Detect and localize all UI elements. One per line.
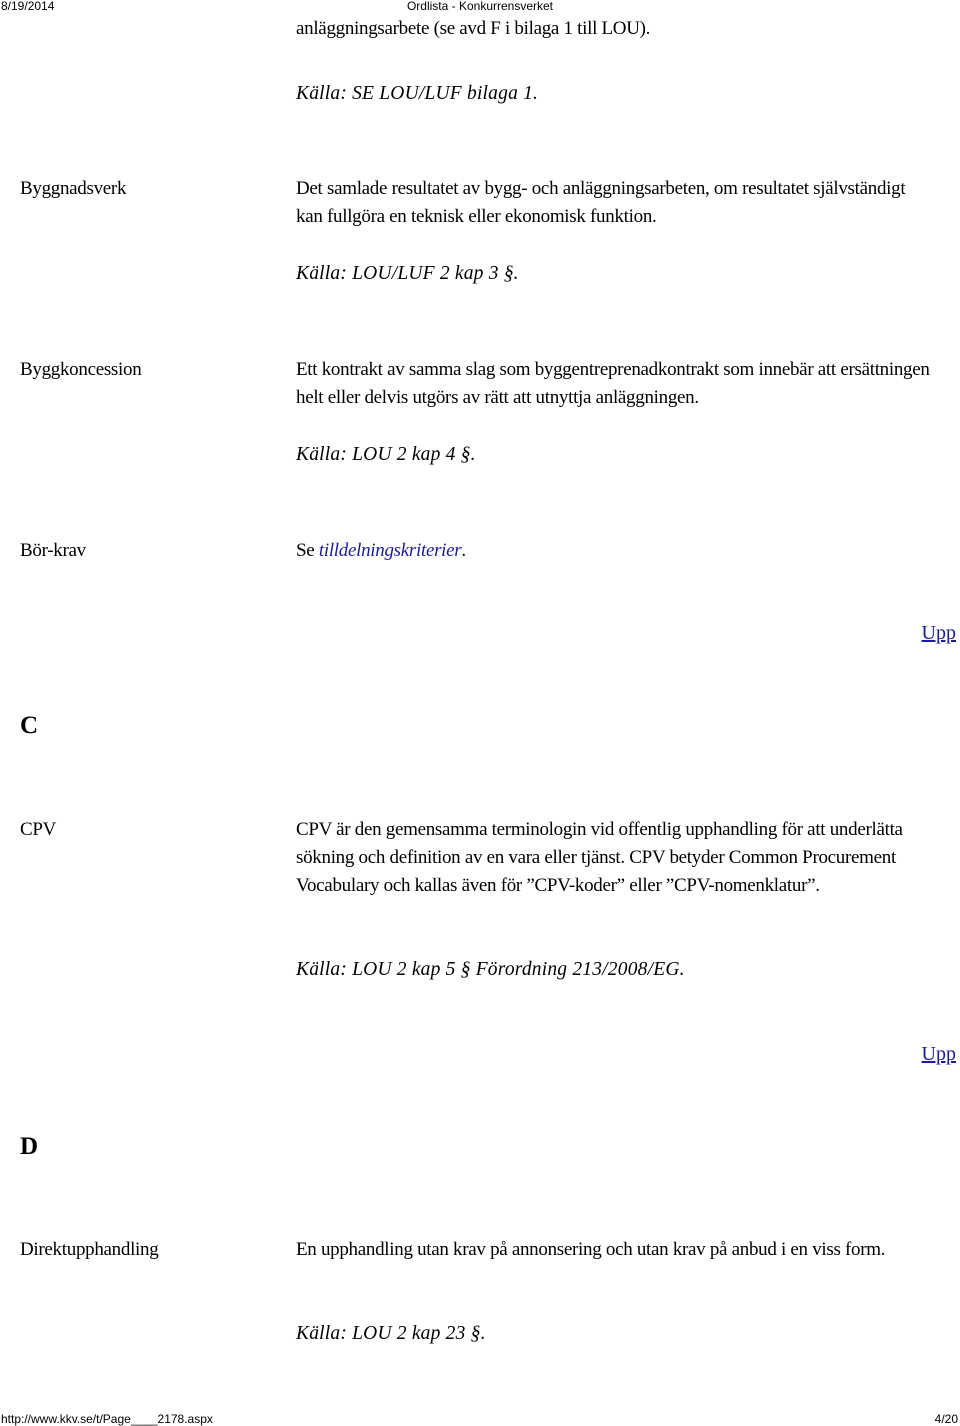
term-cpv: CPV: [20, 819, 57, 840]
print-footer: [0, 1412, 960, 1426]
source-byggnadsverk: Källa: LOU/LUF 2 kap 3 §.: [296, 263, 519, 284]
definition-fragment: anläggningsarbete (se avd F i bilaga 1 till LOU).: [296, 18, 651, 39]
source-direktupphandling: Källa: LOU 2 kap 23 §.: [296, 1323, 486, 1344]
term-direktupphandling: Direktupphandling: [20, 1239, 159, 1260]
term-bor-krav: Bör-krav: [20, 540, 86, 561]
section-heading-d: D: [20, 1133, 39, 1160]
definition-cpv: CPV är den gemensamma terminologin vid offentlig upphandling för att underlätta sökning och definition av en vara eller tjänst. CPV betyder Common Procurement Vocabulary och kallas även för ”CPV-koder” eller ”CPV-nomenklatur”.: [296, 819, 903, 896]
source-fragment: Källa: SE LOU/LUF bilaga 1.: [296, 83, 539, 104]
print-url: http://www.kkv.se/t/Page____2178.aspx: [1, 1412, 213, 1426]
definition-byggkoncession: Ett kontrakt av samma slag som byggentreprenadkontrakt som innebär att ersättningen helt eller delvis utgörs av rätt att utnyttja anläggningen.: [296, 359, 930, 408]
definition-byggnadsverk: Det samlade resultatet av bygg- och anläggningsarbeten, om resultatet självständigt kan fullgöra en teknisk eller ekonomisk funktion.: [296, 178, 906, 227]
source-byggkoncession: Källa: LOU 2 kap 4 §.: [296, 444, 476, 465]
print-date: 8/19/2014: [1, 0, 55, 13]
back-to-top-link[interactable]: Upp: [921, 622, 956, 644]
print-title: Ordlista - Konkurrensverket: [406, 0, 554, 13]
print-header: [0, 0, 960, 14]
source-cpv: Källa: LOU 2 kap 5 § Förordning 213/2008/EG.: [296, 959, 685, 980]
section-heading-c: C: [20, 712, 39, 739]
term-byggkoncession: Byggkoncession: [20, 359, 142, 380]
definition-direktupphandling: En upphandling utan krav på annonsering och utan krav på anbud i en viss form.: [296, 1239, 886, 1260]
term-byggnadsverk: Byggnadsverk: [20, 178, 127, 199]
tilldelningskriterier-link[interactable]: tilldelningskriterier: [318, 540, 462, 561]
definition-prefix: Se: [296, 540, 319, 561]
page-number: 4/20: [934, 1412, 958, 1426]
back-to-top-link[interactable]: Upp: [921, 1043, 956, 1065]
definition-bor-krav: [296, 537, 936, 565]
definition-suffix: .: [461, 540, 466, 561]
